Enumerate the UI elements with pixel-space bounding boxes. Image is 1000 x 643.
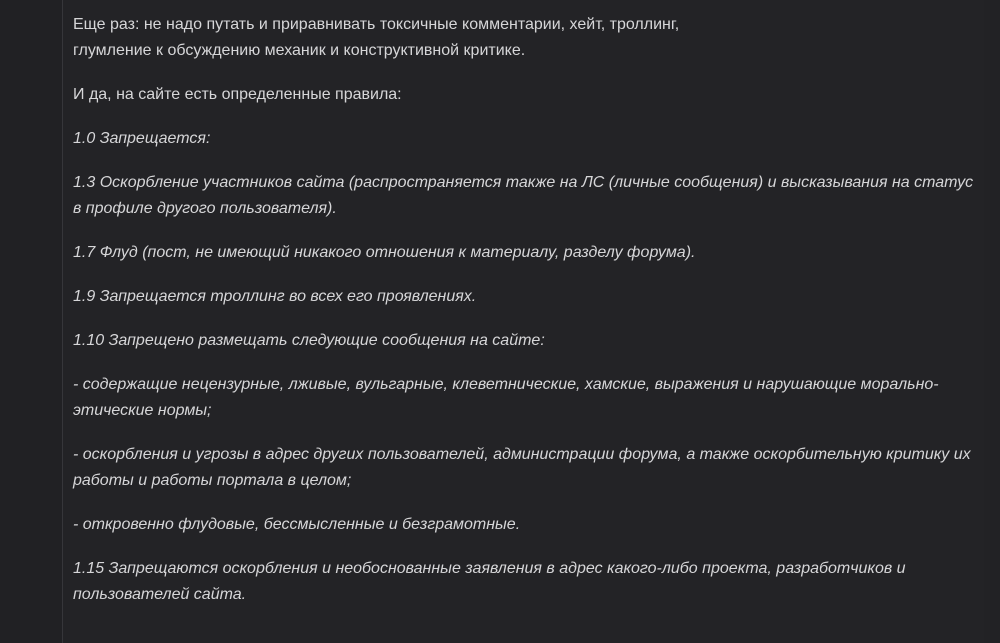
rule-1-7: 1.7 Флуд (пост, не имеющий никакого отношения к материалу, разделу форума). [73,244,696,261]
intro-paragraph [73,12,978,64]
intro-line-1: Еще раз: не надо путать и приравнивать токсичные комментарии, хейт, троллинг, [73,16,680,33]
rule-1-10-item-1: - содержащие нецензурные, лживые, вульгарные, клеветнические, хамские, выражения и нарушающие морально-этические нормы; [73,376,939,419]
rule-1-10-item-3: - откровенно флудовые, бессмысленные и безграмотные. [73,516,521,533]
rule-1-9: 1.9 Запрещается троллинг во всех его проявлениях. [73,288,477,305]
right-rail [984,0,1000,643]
rule-1-10: 1.10 Запрещено размещать следующие сообщения на сайте: [73,332,545,349]
rule-1-0: 1.0 Запрещается: [73,130,211,147]
comment-body [73,12,978,626]
left-rail [0,0,63,643]
rule-1-10-item-2: - оскорбления и угрозы в адрес других пользователей, администрации форума, а также оскорбительную критику их работы и работы портала в целом; [73,446,971,489]
rule-1-15: 1.15 Запрещаются оскорбления и необоснованные заявления в адрес какого-либо проекта, разработчиков и пользователей сайта. [73,560,906,603]
intro-line-2: глумление к обсуждению механик и конструктивной критике. [73,42,526,59]
rule-1-3: 1.3 Оскорбление участников сайта (распространяется также на ЛС (личные сообщения) и высказывания на статус в профиле другого пользователя). [73,174,974,217]
rules-intro: И да, на сайте есть определенные правила: [73,86,402,103]
